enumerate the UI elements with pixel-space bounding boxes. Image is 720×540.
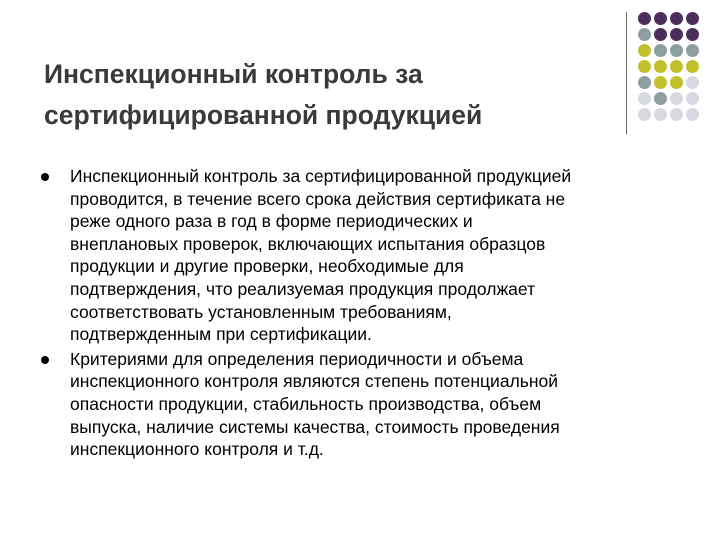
title-line: сертифицированной продукцией [44,99,483,130]
decorative-dot [670,12,683,25]
decorative-dot [686,28,699,41]
bullet-text-line: инспекционного контроля являются степень потенциальной [70,371,559,392]
bullet-text-line: продукции и другие проверки, необходимые для [70,256,464,277]
decorative-dot [654,60,667,73]
decorative-dot [670,92,683,105]
slide-title [44,54,604,136]
decorative-dot [670,28,683,41]
bullet-text-line: реже одного раза в год в форме периодических и [70,211,473,232]
decorative-dot [638,28,651,41]
decorative-dot [654,108,667,121]
bullet-text-line: проводится, в течение всего срока действия сертификата не [70,188,566,209]
bullet-text-line: инспекционного контроля и т.д. [70,439,324,460]
decorative-dot [686,108,699,121]
bullet-text-line: внеплановых проверок, включающих испытания образцов [70,233,546,254]
decorative-dot [670,60,683,73]
decorative-dot [686,60,699,73]
decorative-dot [654,76,667,89]
decorative-dot [670,76,683,89]
title-line: Инспекционный контроль за [44,58,423,89]
decorative-dot [638,108,651,121]
bullet-text-line: соответствовать установленным требованиям, [70,301,452,322]
bullet-text-line: Критериями для определения периодичности и объема [70,348,524,369]
decorative-dot [686,44,699,57]
decorative-dot [686,12,699,25]
decorative-dot [638,44,651,57]
decorative-dot [638,92,651,105]
decorative-dot [670,44,683,57]
bullet-list [40,165,670,463]
bullet-dot-icon [41,173,49,181]
decorative-dot [654,92,667,105]
bullet-text-line: Инспекционный контроль за сертифицированной продукцией [70,166,572,186]
decorative-dot [686,76,699,89]
decorative-dot [670,108,683,121]
bullet-item [40,165,670,346]
bullet-item [40,348,670,461]
vertical-divider-line [626,12,627,134]
bullet-text-line: выпуска, наличие системы качества, стоимость проведения [70,416,560,437]
bullet-dot-icon [41,356,49,364]
decorative-dot [686,92,699,105]
bullet-text-line: подтверждения, что реализуемая продукция продолжает [70,278,536,299]
decorative-dot [638,60,651,73]
decorative-dot [654,28,667,41]
decorative-dot [654,44,667,57]
bullet-text-line: подтвержденным при сертификации. [70,324,372,345]
decorative-dot-grid [638,12,699,121]
decorative-dot [638,12,651,25]
decorative-dot [654,12,667,25]
decorative-dot [638,76,651,89]
bullet-text-line: опасности продукции, стабильность производства, объем [70,393,542,414]
